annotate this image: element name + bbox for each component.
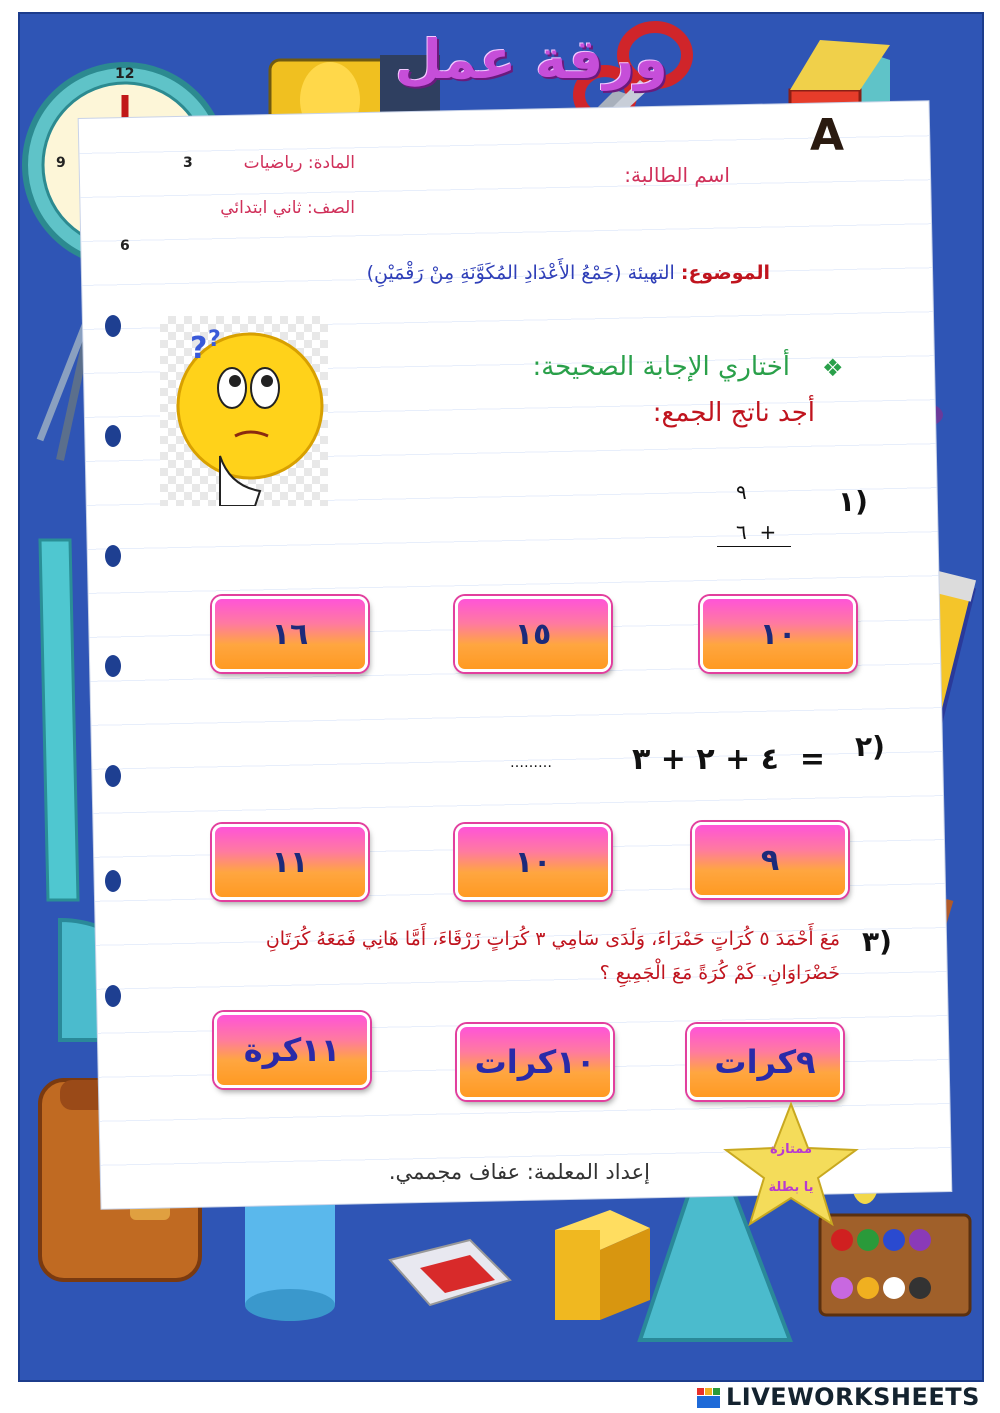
q3-option-9-balls[interactable]: ٩كرات: [687, 1024, 843, 1100]
q3-text-line2: خَضْرَاوَانِ. كَمْ كُرَةً مَعَ الْجَمِيعِ ؟: [599, 962, 840, 984]
student-name-label: اسم الطالبة:: [624, 163, 730, 187]
brand-text: LIVEWORKSHEETS: [726, 1383, 980, 1411]
svg-text:?: ?: [190, 331, 208, 366]
clock-numeral-3: 3: [183, 155, 193, 171]
ruler-icon: [40, 540, 78, 900]
subject-label: المادة: رياضيات: [243, 153, 355, 173]
punch-hole: [105, 985, 121, 1007]
punch-hole: [105, 315, 121, 337]
q1-number: ١): [838, 485, 868, 518]
star-text-1: ممتازة: [769, 1142, 813, 1157]
diamond-bullet-icon: ❖: [822, 354, 844, 382]
q3-text-line1: مَعَ أَحْمَدَ ٥ كُرَاتٍ حَمْرَاءَ، وَلَدَى سَامِي ٣ كُرَاتٍ زَرْقَاءَ، أَمَّا هَانِي فَمَعَهُ كُرَتَانِ: [265, 928, 840, 950]
q1-top-addend: ٩: [736, 480, 747, 504]
q2-number: ٢): [855, 730, 885, 763]
block-letter: A: [810, 110, 845, 161]
q2-blank[interactable]: ………: [510, 755, 552, 771]
punch-hole: [105, 655, 121, 677]
q3-word-problem: [230, 922, 840, 990]
q3-option-10-balls[interactable]: ١٠كرات: [457, 1024, 613, 1100]
punch-hole: [105, 425, 121, 447]
q1-sum-line: [717, 546, 791, 547]
topic-label: الموضوع:: [680, 262, 770, 284]
eraser-icon: [390, 1240, 510, 1305]
instruction: أختاري الإجابة الصحيحة:: [532, 352, 790, 382]
clock-numeral-6: 6: [120, 238, 130, 254]
q2-option-10[interactable]: ١٠: [455, 824, 611, 900]
sub-instruction: أجد ناتج الجمع:: [652, 398, 815, 428]
clock-numeral-9: 9: [56, 155, 66, 171]
punch-hole: [105, 545, 121, 567]
grade-label: الصف: ثاني ابتدائي: [220, 198, 355, 218]
cube-icon: [555, 1210, 650, 1320]
clock-numeral-12: 12: [115, 66, 135, 82]
liveworksheets-brand: [696, 1383, 980, 1411]
liveworksheets-logo-icon: [696, 1386, 722, 1410]
svg-text:?: ?: [208, 327, 221, 352]
punch-hole: [105, 765, 121, 787]
q2-option-9[interactable]: ٩: [692, 822, 848, 898]
q1-option-10[interactable]: ١٠: [700, 596, 856, 672]
q1-option-15[interactable]: ١٥: [455, 596, 611, 672]
worksheet-title: ورقة عمل: [395, 28, 668, 91]
q3-number: ٣): [862, 925, 892, 958]
star-badge-icon: [716, 1100, 866, 1230]
q3-option-11-balls[interactable]: ١١كرة: [214, 1012, 370, 1088]
q2-option-11[interactable]: ١١: [212, 824, 368, 900]
punch-hole: [105, 870, 121, 892]
prepared-by: إعداد المعلمة: عفاف مجممي.: [388, 1160, 650, 1184]
q2-expression: ٤ + ٢ + ٣ =: [631, 742, 825, 777]
paint-palette-icon: [820, 1215, 970, 1315]
topic-line: [0, 262, 770, 284]
topic-value: التهيئة (جَمْعُ الأَعْدَادِ المُكَوَّنَةِ مِنْ رَقْمَيْنِ): [366, 262, 675, 284]
star-text-2: يا بطلة: [768, 1180, 814, 1195]
q1-option-16[interactable]: ١٦: [212, 596, 368, 672]
q1-bottom-addend: ٦ +: [736, 520, 777, 544]
student-name-input[interactable]: [545, 190, 645, 191]
